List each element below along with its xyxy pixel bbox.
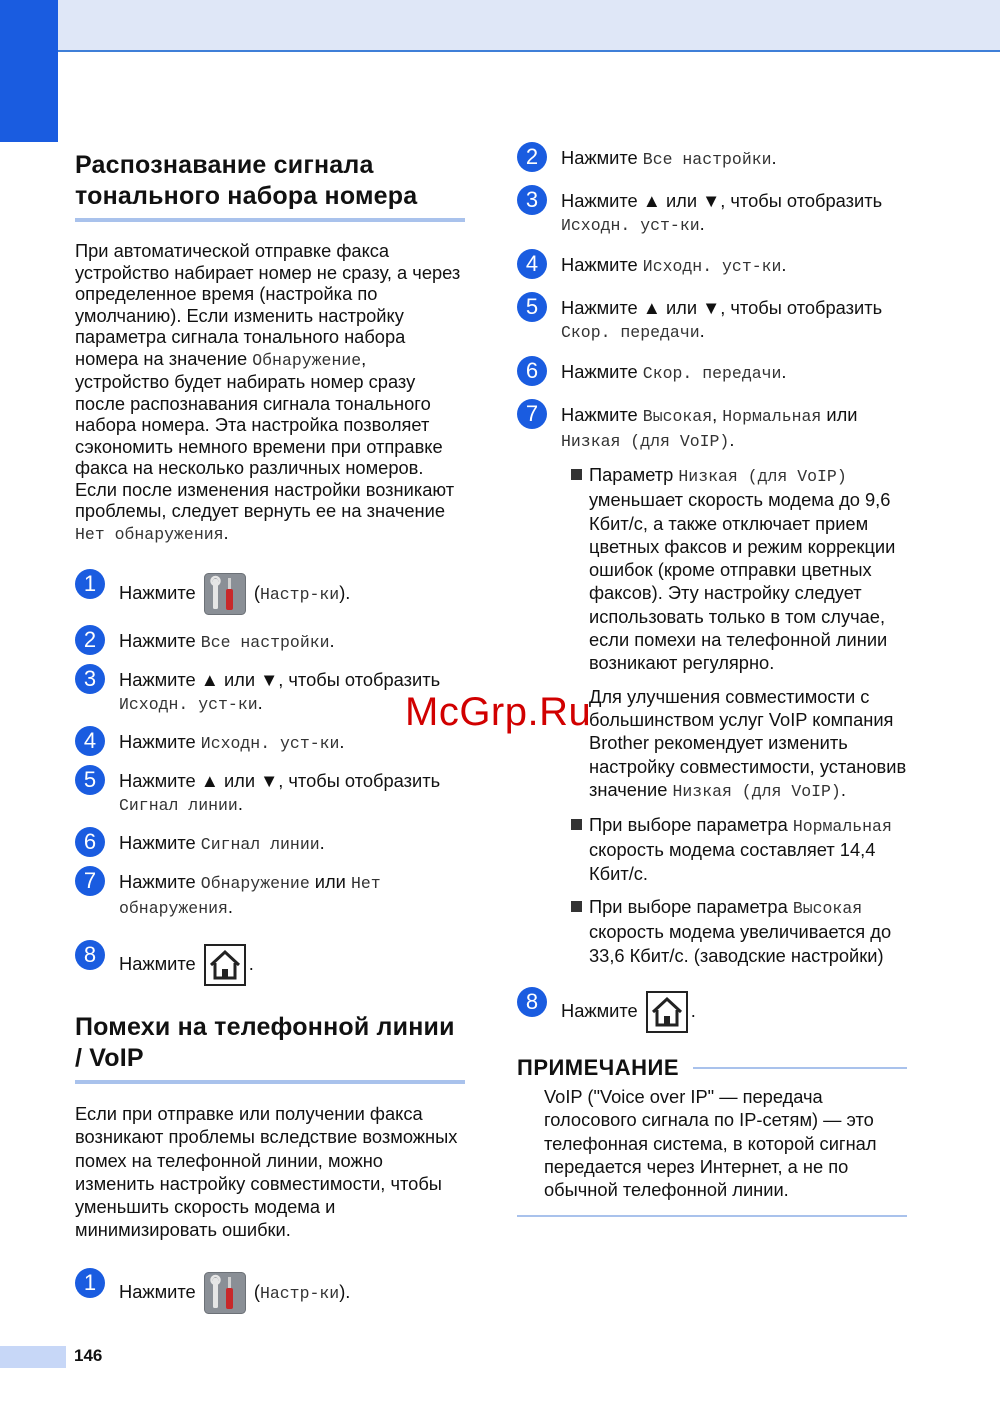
instruction-text: При выборе параметра — [589, 896, 793, 918]
step-8 — [517, 988, 907, 1033]
note-text: VoIP ("Voice over IP" — передача голосового сигнала по IP-сетям) — это телефонная система, в которой сигнал передается через Интернет, а не по обычной телефонной линии. — [544, 1085, 877, 1201]
option-bullet — [569, 813, 907, 885]
step-5 — [517, 296, 907, 344]
step-number-badge: 1 — [75, 1268, 105, 1298]
section-intro-dial-tone — [75, 240, 465, 545]
step-4 — [517, 253, 907, 278]
instruction-text: Нажмите ▲ или ▼, чтобы отобразить — [561, 297, 883, 318]
instruction-text: ( — [248, 581, 260, 603]
instruction-text: . — [699, 213, 705, 234]
note-box — [517, 1055, 907, 1217]
ui-label-text: Все настройки — [642, 150, 772, 169]
step-number-badge: 6 — [75, 827, 105, 857]
step-number-badge: 4 — [75, 726, 105, 756]
instruction-text: Нажмите — [119, 630, 201, 651]
step-number-badge: 3 — [75, 664, 105, 694]
instruction-text: . — [771, 147, 777, 168]
instruction-text: . — [339, 731, 345, 752]
step-7 — [75, 870, 465, 920]
ui-label-text: Сигнал линии — [119, 796, 238, 815]
option-bullet — [569, 895, 907, 967]
ui-label-text: Сигнал линии — [200, 835, 320, 854]
note-end-rule — [517, 1215, 907, 1217]
section-title-dial-tone: Распознавание сигнала тонального набора номера — [75, 150, 465, 222]
instruction-text: Нажмите — [119, 871, 201, 892]
instruction-text: . — [699, 320, 705, 341]
step-number-badge: 5 — [517, 292, 547, 322]
step-2 — [75, 629, 465, 654]
ui-label-text: Обнаружение — [252, 350, 362, 370]
step-8 — [75, 944, 465, 986]
step-6 — [517, 360, 907, 385]
instruction-text: . — [781, 254, 787, 275]
step-1 — [75, 573, 465, 615]
step-6 — [75, 831, 465, 856]
page-number-band — [0, 1346, 66, 1368]
steps-voip — [75, 1269, 465, 1314]
ui-label-text: Исходн. уст-ки — [642, 257, 782, 276]
ui-label-text: Нормальная — [792, 817, 892, 837]
bullet-square-icon — [571, 469, 582, 480]
instruction-text: Нажмите — [561, 254, 643, 275]
instruction-text: . — [781, 361, 787, 382]
instruction-text: Параметр — [589, 464, 679, 485]
ui-label-text: Низкая (для VoIP) — [678, 467, 847, 486]
instruction-text: Нажмите ▲ или ▼, чтобы отобразить — [119, 770, 441, 791]
steps-dial-tone — [75, 573, 465, 986]
instruction-text: Нажмите — [561, 999, 643, 1021]
instruction-text: . — [840, 778, 846, 800]
note-rule — [693, 1067, 907, 1069]
instruction-text: ). — [339, 1280, 351, 1302]
instruction-text: , устройство будет набирать номер сразу после распознавания сигнала тонального набора номера. Эта настройка позволяет сэкономить немного времени при отправке факса на несколько различных номеров. Если после изменения настройки возникают проблемы, следует вернуть ее на значение — [75, 347, 455, 521]
chapter-tab — [0, 0, 58, 142]
step-number-badge: 2 — [75, 625, 105, 655]
ui-label-text: Низкая (для VoIP) — [672, 781, 841, 801]
step-2 — [517, 146, 907, 171]
ui-label-text: Нет обнаружения — [75, 524, 224, 544]
instruction-text: . — [690, 999, 696, 1021]
right-column — [517, 146, 907, 1217]
step-number-badge: 3 — [517, 185, 547, 215]
instruction-text: Нажмите — [119, 1280, 201, 1302]
step-number-badge: 5 — [75, 765, 105, 795]
instruction-text: . — [257, 692, 263, 713]
instruction-text: ( — [248, 1280, 260, 1302]
header-band — [58, 0, 1000, 52]
note-heading — [517, 1055, 907, 1081]
ui-label-text: Настр-ки — [259, 1283, 340, 1303]
note-title: ПРИМЕЧАНИЕ — [517, 1054, 680, 1080]
instruction-text: . — [237, 793, 243, 814]
home-icon — [643, 1000, 691, 1021]
instruction-text: скорость модема увеличивается до 33,6 Кбит/с. (заводские настройки) — [589, 921, 892, 966]
step-number-badge: 7 — [517, 399, 547, 429]
step-number-badge: 4 — [517, 249, 547, 279]
instruction-text: или — [309, 871, 351, 892]
instruction-text: Нажмите — [561, 147, 643, 168]
steps-voip-continued — [517, 146, 907, 453]
instruction-text: Нажмите ▲ или ▼, чтобы отобразить — [561, 190, 883, 211]
bullet-paragraph — [589, 463, 907, 675]
tools-icon — [201, 1281, 249, 1302]
bullet-paragraph — [589, 895, 907, 967]
watermark: McGrp.Ru — [405, 690, 592, 734]
instruction-text: Нажмите — [119, 832, 201, 853]
ui-label-text: Нет обнаружения — [119, 874, 381, 918]
step-3 — [517, 189, 907, 237]
instruction-text: , — [712, 404, 723, 425]
final-step-voip — [517, 988, 907, 1033]
ui-label-text: Высокая — [642, 407, 713, 426]
ui-label-text: Нормальная — [722, 407, 822, 426]
home-icon — [201, 953, 249, 974]
instruction-text: . — [227, 896, 234, 917]
instruction-text: ). — [339, 581, 351, 603]
instruction-text: . — [223, 521, 229, 543]
tools-icon — [201, 582, 249, 603]
ui-label-text: Настр-ки — [259, 584, 340, 604]
speed-options-list — [569, 463, 907, 967]
step-number-badge: 6 — [517, 356, 547, 386]
instruction-text: Нажмите ▲ или ▼, чтобы отобразить — [119, 669, 441, 690]
ui-label-text: Исходн. уст-ки — [200, 734, 340, 753]
bullet-paragraph — [589, 813, 907, 885]
instruction-text: . — [319, 832, 325, 853]
ui-label-text: Исходн. уст-ки — [119, 695, 258, 714]
bullet-square-icon — [571, 901, 582, 912]
step-number-badge: 1 — [75, 569, 105, 599]
instruction-text: скорость модема составляет 14,4 Кбит/с. — [589, 839, 876, 884]
step-7 — [517, 403, 907, 453]
ui-label-text: Обнаружение — [200, 874, 310, 893]
section-intro-voip — [75, 1102, 465, 1242]
instruction-text: Нажмите — [119, 952, 201, 974]
step-number-badge: 8 — [517, 987, 547, 1017]
instruction-text: Если при отправке или получении факса возникают проблемы вследствие возможных помех на телефонной линии, можно изменить настройку совместимости, чтобы уменьшить скорость модема и минимизировать ошибки. — [75, 1103, 458, 1241]
instruction-text: Для улучшения совместимости с большинством услуг VoIP компания Brother рекомендует изменить настройку совместимости, установив значение — [589, 685, 907, 800]
instruction-text: Нажмите — [561, 361, 643, 382]
step-5 — [75, 769, 465, 817]
ui-label-text: Все настройки — [200, 633, 330, 652]
option-bullet — [569, 463, 907, 803]
bullet-square-icon — [571, 819, 582, 830]
instruction-text: При автоматической отправке факса устройство набирает номер не сразу, а через определенное время (настройка по умолчанию). Если изменить настройку параметра сигнала тонального набора номера на значение — [75, 240, 461, 369]
instruction-text: Нажмите — [119, 731, 201, 752]
section-title-voip: Помехи на телефонной линии / VoIP — [75, 1012, 465, 1084]
instruction-text: При выборе параметра — [589, 814, 793, 836]
step-number-badge: 8 — [75, 940, 105, 970]
page-number: 146 — [74, 1346, 103, 1365]
ui-label-text: Низкая (для VoIP) — [561, 432, 730, 451]
instruction-text: Нажмите — [119, 581, 201, 603]
instruction-text: уменьшает скорость модема до 9,6 Кбит/с, а также отключает прием цветных факсов и режим коррекции ошибок (кроме отправки цветных факсов). Эту настройку следует использовать только в том случае, если помехи на телефонной линии возникают регулярно. — [589, 489, 896, 674]
instruction-text: . — [248, 952, 254, 974]
ui-label-text: Высокая — [792, 899, 863, 919]
bullet-paragraph — [589, 685, 907, 803]
ui-label-text: Скор. передачи — [561, 323, 700, 342]
instruction-text: . — [329, 630, 335, 651]
ui-label-text: Скор. передачи — [642, 364, 782, 383]
ui-label-text: Исходн. уст-ки — [561, 216, 700, 235]
instruction-text: . — [729, 429, 735, 450]
instruction-text: или — [821, 404, 858, 425]
instruction-text: Нажмите — [561, 404, 643, 425]
step-number-badge: 7 — [75, 866, 105, 896]
step-1 — [75, 1269, 465, 1314]
step-number-badge: 2 — [517, 142, 547, 172]
